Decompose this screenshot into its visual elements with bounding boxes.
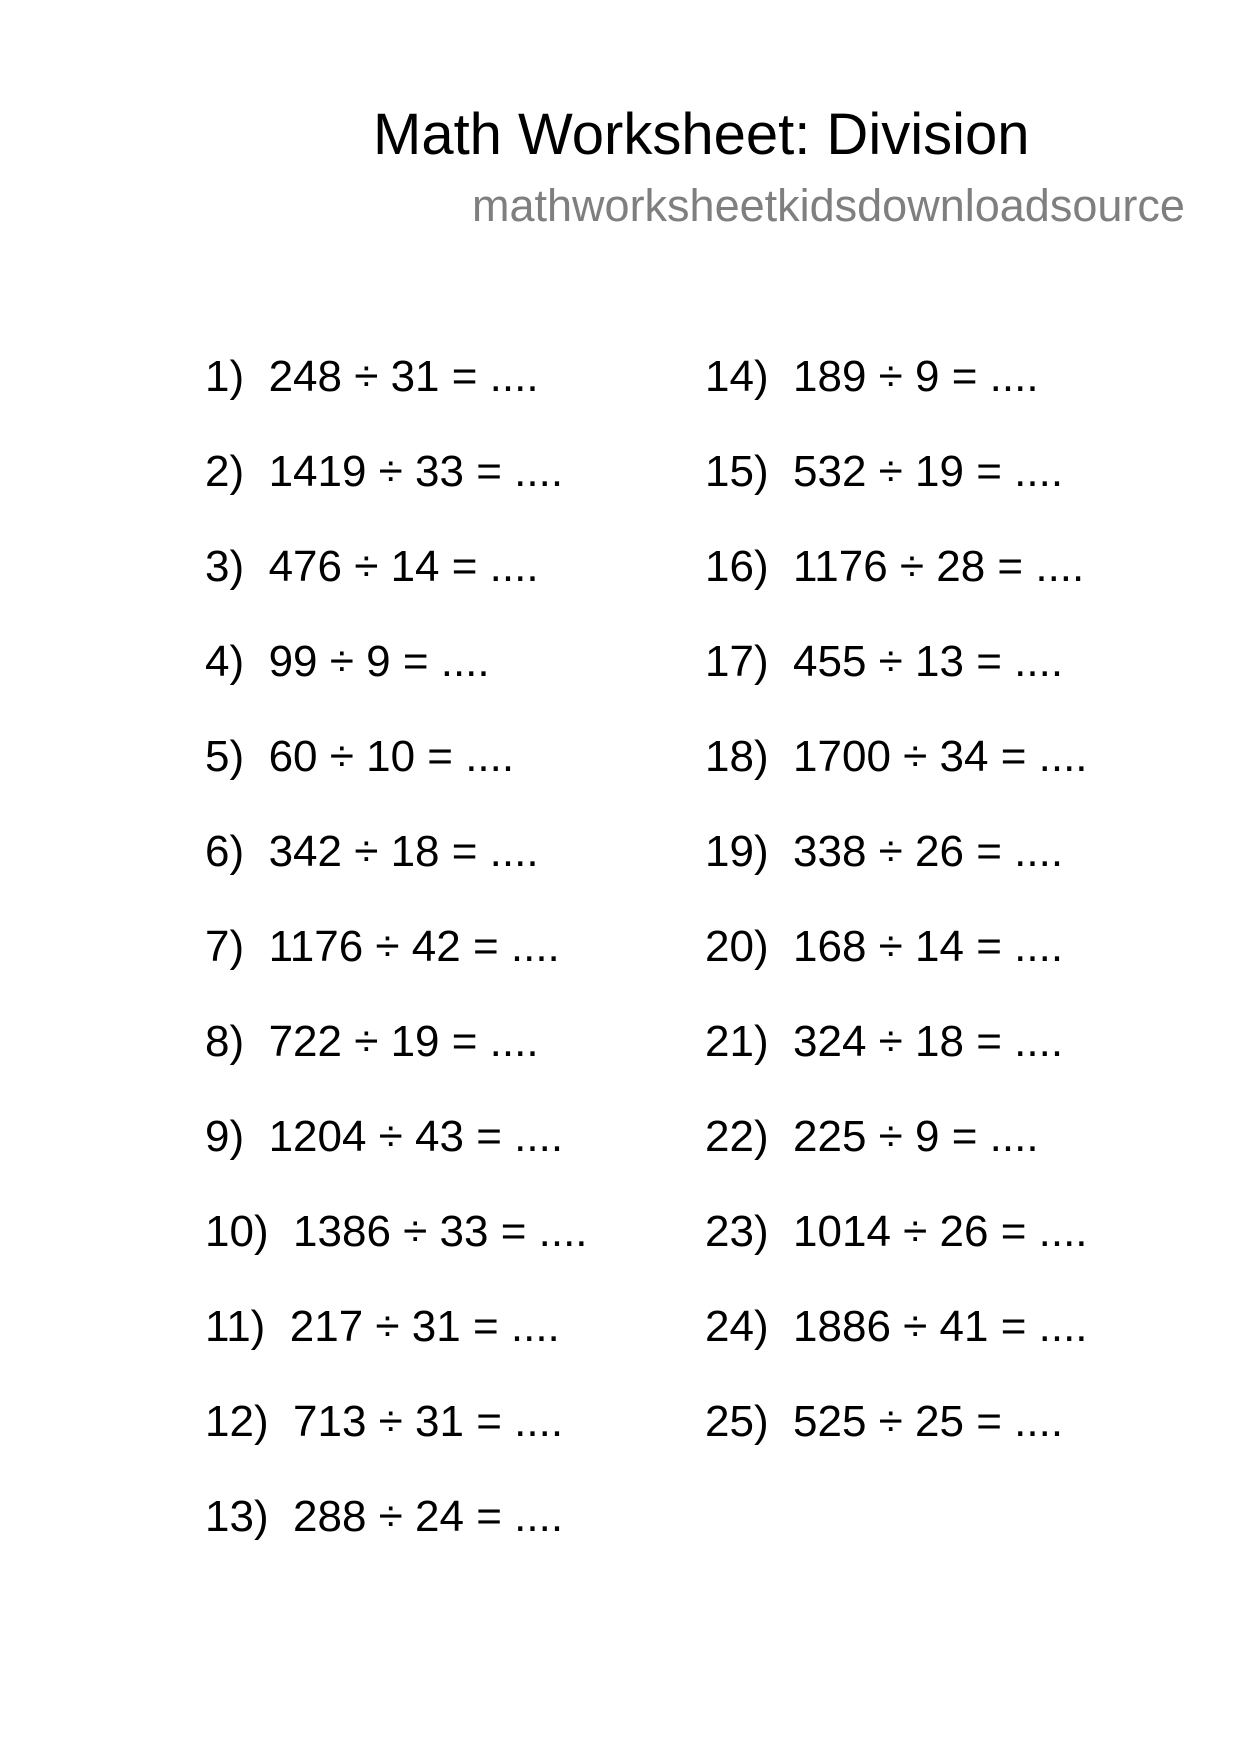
problem-item (205, 447, 588, 545)
problem-expression: 1204 ÷ 43 = .... (268, 1112, 564, 1161)
problem-gap (244, 922, 268, 971)
problem-gap (769, 732, 793, 781)
problem-gap (269, 1492, 293, 1541)
problem-expression: 713 ÷ 31 = .... (293, 1397, 564, 1446)
problem-gap (269, 1397, 293, 1446)
problem-number: 20) (705, 922, 769, 971)
problem-number: 24) (705, 1302, 769, 1351)
problem-gap (769, 922, 793, 971)
problem-number: 3) (205, 542, 245, 591)
problem-gap (244, 827, 268, 876)
problem-number: 19) (705, 827, 769, 876)
problem-gap (244, 542, 268, 591)
problem-number: 5) (205, 732, 245, 781)
problem-gap (244, 1017, 268, 1066)
problem-expression: 722 ÷ 19 = .... (268, 1017, 539, 1066)
problem-number: 18) (705, 732, 769, 781)
problem-number: 17) (705, 637, 769, 686)
problem-expression: 248 ÷ 31 = .... (268, 352, 539, 401)
problem-expression: 338 ÷ 26 = .... (793, 827, 1064, 876)
problem-number: 14) (705, 352, 769, 401)
problem-gap (244, 1112, 268, 1161)
problem-gap (244, 732, 268, 781)
problems-left-column (205, 352, 588, 1590)
problem-gap (244, 637, 268, 686)
problem-item (205, 827, 588, 925)
problem-gap (769, 1397, 793, 1446)
problem-expression: 60 ÷ 10 = .... (268, 732, 515, 781)
problem-item (205, 352, 588, 450)
problem-number: 7) (205, 922, 245, 971)
problem-item (205, 1397, 588, 1495)
problem-item (205, 1207, 588, 1305)
problem-expression: 217 ÷ 31 = .... (289, 1302, 560, 1351)
problem-expression: 288 ÷ 24 = .... (293, 1492, 564, 1541)
problem-item (705, 732, 1088, 830)
problem-item (705, 352, 1088, 450)
problem-number: 10) (205, 1207, 269, 1256)
problem-number: 2) (205, 447, 245, 496)
problem-expression: 1419 ÷ 33 = .... (268, 447, 564, 496)
problem-number: 6) (205, 827, 245, 876)
problem-number: 15) (705, 447, 769, 496)
problem-number: 23) (705, 1207, 769, 1256)
problem-expression: 342 ÷ 18 = .... (268, 827, 539, 876)
page-subtitle: mathworksheetkidsdownloadsource (472, 180, 1185, 231)
problem-gap (769, 447, 793, 496)
problem-number: 16) (705, 542, 769, 591)
problem-item (205, 1112, 588, 1210)
problem-item (705, 1302, 1088, 1400)
problem-gap (769, 1207, 793, 1256)
problem-expression: 324 ÷ 18 = .... (793, 1017, 1064, 1066)
problem-item (205, 1302, 588, 1400)
problem-item (705, 542, 1088, 640)
problem-gap (769, 827, 793, 876)
problem-number: 25) (705, 1397, 769, 1446)
problem-number: 11) (205, 1302, 266, 1351)
problem-item (705, 922, 1088, 1020)
problem-number: 12) (205, 1397, 269, 1446)
problem-expression: 189 ÷ 9 = .... (793, 352, 1039, 401)
problem-item (705, 827, 1088, 925)
problem-gap (769, 637, 793, 686)
page-title: Math Worksheet: Division (373, 102, 1030, 167)
problem-item (205, 732, 588, 830)
problem-gap (769, 1017, 793, 1066)
problem-gap (769, 1302, 793, 1351)
problem-expression: 1386 ÷ 33 = .... (293, 1207, 588, 1256)
problem-item (705, 447, 1088, 545)
problem-item (705, 1397, 1088, 1495)
problem-expression: 1886 ÷ 41 = .... (793, 1302, 1088, 1351)
problem-gap (769, 352, 793, 401)
problem-expression: 168 ÷ 14 = .... (793, 922, 1064, 971)
problem-item (205, 1017, 588, 1115)
problem-gap (769, 1112, 793, 1161)
problem-number: 22) (705, 1112, 769, 1161)
problem-expression: 1176 ÷ 42 = .... (268, 922, 560, 971)
problem-number: 21) (705, 1017, 769, 1066)
problem-number: 13) (205, 1492, 269, 1541)
problem-gap (244, 352, 268, 401)
problem-item (705, 1112, 1088, 1210)
problem-item (205, 922, 588, 1020)
problem-item (205, 542, 588, 640)
problem-number: 1) (205, 352, 245, 401)
problem-expression: 455 ÷ 13 = .... (793, 637, 1064, 686)
problem-item (205, 637, 588, 735)
problems-right-column (705, 352, 1088, 1495)
problem-expression: 99 ÷ 9 = .... (268, 637, 490, 686)
problem-number: 9) (205, 1112, 245, 1161)
problem-item (705, 1017, 1088, 1115)
problem-item (205, 1492, 588, 1590)
problem-number: 8) (205, 1017, 245, 1066)
problem-expression: 1014 ÷ 26 = .... (793, 1207, 1088, 1256)
problem-expression: 225 ÷ 9 = .... (793, 1112, 1039, 1161)
problem-number: 4) (205, 637, 245, 686)
problem-expression: 1176 ÷ 28 = .... (793, 542, 1085, 591)
problem-expression: 476 ÷ 14 = .... (268, 542, 539, 591)
problem-gap (769, 542, 793, 591)
problem-expression: 1700 ÷ 34 = .... (793, 732, 1088, 781)
problem-item (705, 1207, 1088, 1305)
problem-item (705, 637, 1088, 735)
problem-expression: 532 ÷ 19 = .... (793, 447, 1064, 496)
problem-gap (265, 1302, 289, 1351)
problem-gap (244, 447, 268, 496)
problem-expression: 525 ÷ 25 = .... (793, 1397, 1064, 1446)
problem-gap (269, 1207, 293, 1256)
